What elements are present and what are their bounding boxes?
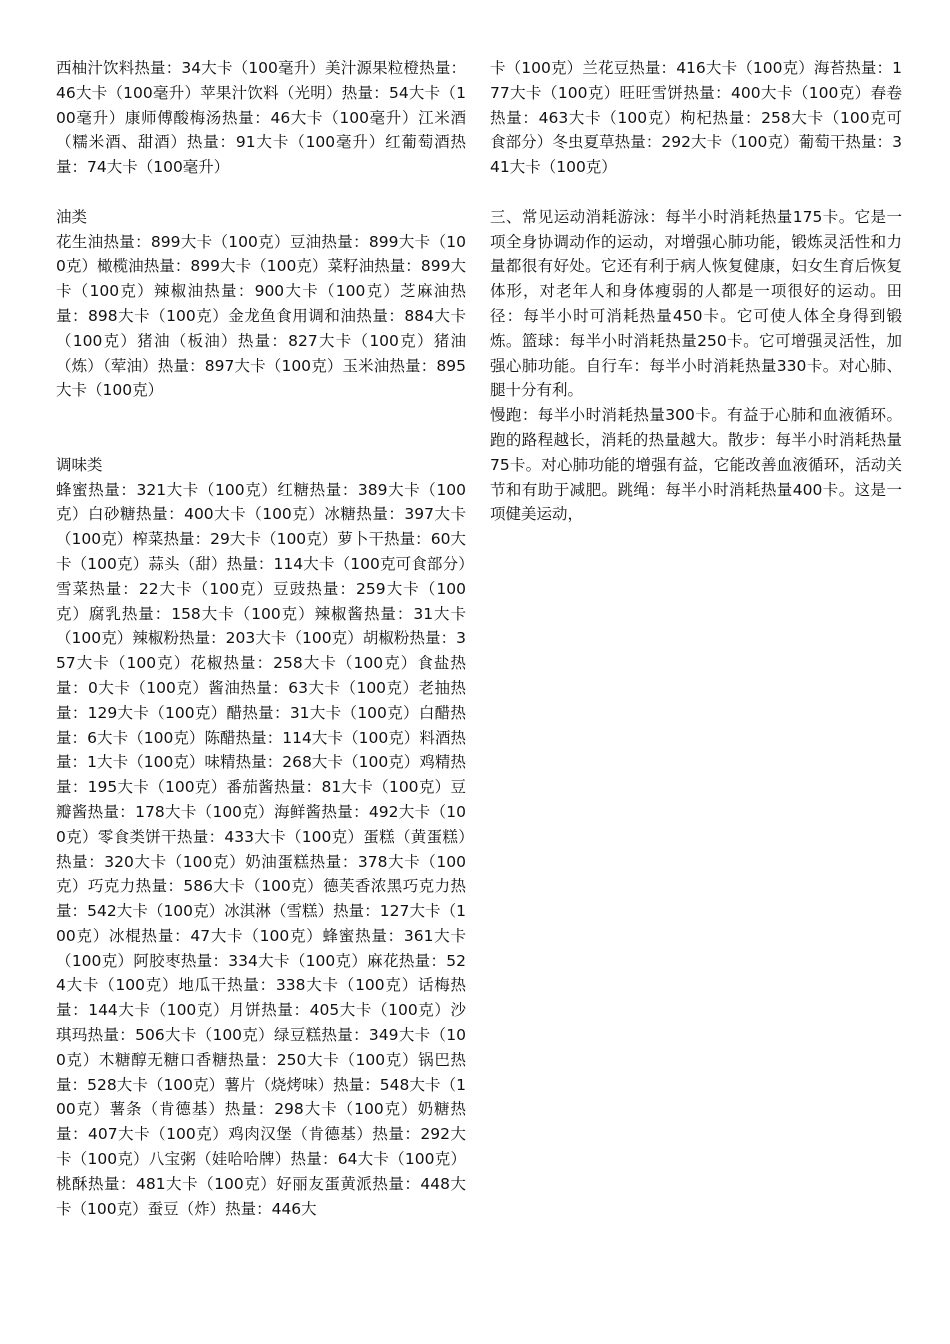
spacer [56,180,466,205]
oils-paragraph: 花生油热量：899大卡（100克）豆油热量：899大卡（100克）橄榄油热量：899大卡（100克）菜籽油热量：899大卡（100克）辣椒油热量：900大卡（100克）芝麻油热量：898大卡（100克）金龙鱼食用调和油热量：884大卡（100克）猪油（板油）热量：827大卡（100克）猪油（炼）（荤油）热量：897大卡（100克）玉米油热量：895大卡（100克） [56,232,466,400]
seasoning-heading: 调味类 [56,455,103,474]
seasoning-paragraph: 蜂蜜热量：321大卡（100克）红糖热量：389大卡（100克）白砂糖热量：400大卡（100克）冰糖热量：397大卡（100克）榨菜热量：29大卡（100克）萝卜干热量：60大卡（100克）蒜头（甜）热量：114大卡（100克可食部分）雪菜热量：22大卡（100克）豆豉热量：259大卡（100克）腐乳热量：158大卡（100克）辣椒酱热量：31大卡（100克）辣椒粉热量：203大卡（100克）胡椒粉热量：357大卡（100克）花椒热量：258大卡（100克）食盐热量：0大卡（100克）酱油热量：63大卡（100克）老抽热量：129大卡（100克）醋热量：31大卡（100克）白醋热量：6大卡（100克）陈醋热量：114大卡（100克）料酒热量：1大卡（100克）味精热量：268大卡（100克）鸡精热量：195大卡（100克）番茄酱热量：81大卡（100克）豆瓣酱热量：178大卡（100克）海鲜酱热量：492大卡（100克）零食类饼干热量：433大卡（100克）蛋糕（黄蛋糕）热量：320大卡（100克）奶油蛋糕热量：378大卡（100克）巧克力热量：586大卡（100克）德芙香浓黑巧克力热量：542大卡（100克）冰淇淋（雪糕）热量：127大卡（100克）冰棍热量：47大卡（100克）蜂蜜热量：361大卡（100克）阿胶枣热量：334大卡（100克）麻花热量：524大卡（100克）地瓜干热量：338大卡（100克）话梅热量：144大卡（100克）月饼热量：405大卡（100克）沙琪玛热量：506大卡（100克）绿豆糕热量：349大卡（100克）木糖醇无糖口香糖热量：250大卡（100克）锅巴热量：528大卡（100克）薯片（烧烤味）热量：548大卡（100克）薯条（肯德基）热量：298大卡（100克）奶糖热量：407大卡（100克）鸡肉汉堡（肯德基）热量：292大卡（100克）八宝粥（娃哈哈牌）热量：64大卡（100克）桃酥热量：481大卡（100克）好丽友蛋黄派热量：448大卡（100克）蚕豆（炸）热量：446大 [56,480,466,1218]
left-column [56,56,466,1221]
snacks-continued-paragraph: 卡（100克）兰花豆热量：416大卡（100克）海苔热量：177大卡（100克）旺旺雪饼热量：400大卡（100克）春卷热量：463大卡（100克）枸杞热量：258大卡（100克可食部分）冬虫夏草热量：292大卡（100克）葡萄干热量：341大卡（100克） [490,59,902,177]
spacer [56,403,466,453]
exercise-paragraph: 三、常见运动消耗游泳：每半小时消耗热量175卡。它是一项全身协调动作的运动，对增强心肺功能，锻炼灵活性和力量都很有好处。它还有利于病人恢复健康，妇女生育后恢复体形，对老年人和身体瘦弱的人都是一项很好的运动。田径：每半小时可消耗热量450卡。它可使人体全身得到锻炼。篮球：每半小时消耗热量250卡。它可增强灵活性，加强心肺功能。自行车：每半小时消耗热量330卡。对心肺、腿十分有利。 [490,207,902,400]
right-column [490,56,902,527]
oils-heading: 油类 [56,207,88,226]
drinks-paragraph: 西柚汁饮料热量：34大卡（100毫升）美汁源果粒橙热量：46大卡（100毫升）苹果汁饮料（光明）热量：54大卡（100毫升）康师傅酸梅汤热量：46大卡（100毫升）江米酒（糯米酒、甜酒）热量：91大卡（100毫升）红葡萄酒热量：74大卡（100毫升） [56,59,466,177]
jogging-paragraph: 慢跑：每半小时消耗热量300卡。有益于心肺和血液循环。跑的路程越长，消耗的热量越大。散步：每半小时消耗热量75卡。对心肺功能的增强有益，它能改善血液循环，活动关节和有助于减肥。跳绳：每半小时消耗热量400卡。这是一项健美运动， [490,406,902,524]
spacer [490,180,902,205]
